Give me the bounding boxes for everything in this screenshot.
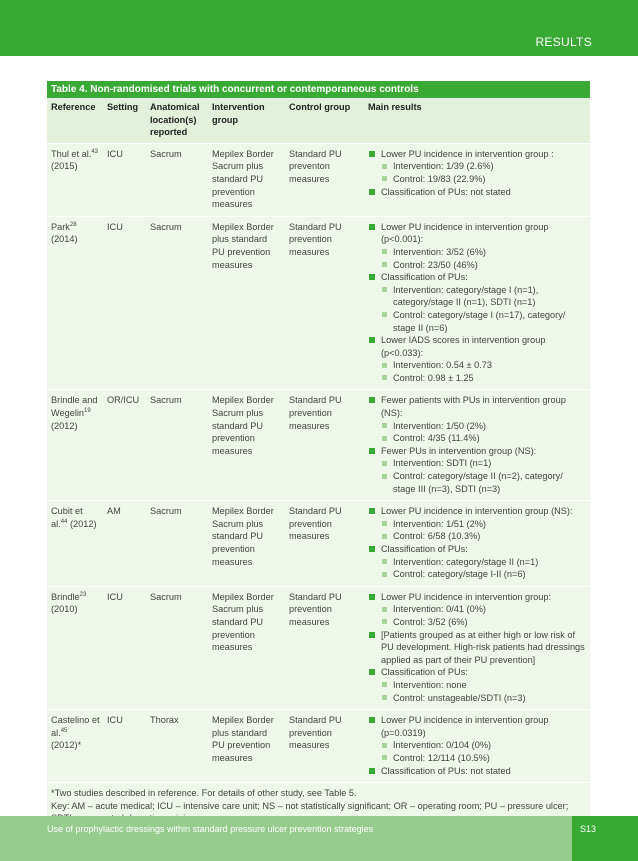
- footnote-studies: *Two studies described in reference. For details of other study, see Table 5.: [51, 788, 357, 799]
- section-label: RESULTS: [535, 35, 592, 49]
- control-cell: Standard PU prevention measures: [285, 586, 364, 709]
- reference-name: Cubit et al.: [51, 506, 83, 529]
- result-text: Lower PU incidence in intervention group :: [381, 148, 554, 159]
- table-row: [47, 710, 590, 782]
- reference-year: (2012)*: [51, 740, 82, 751]
- result-text: Classification of PUs: not stated: [381, 186, 511, 197]
- column-header: Setting: [103, 98, 146, 143]
- result-text: Lower PU incidence in intervention group (NS):: [381, 506, 573, 517]
- intervention-cell: Mepilex Border Sacrum plus standard PU prevention measures: [208, 586, 285, 709]
- reference-name: Brindle: [51, 591, 80, 602]
- footer-band: [0, 816, 638, 861]
- result-subitem: Control: 0.98 ± 1.25: [381, 372, 587, 385]
- intervention-cell: Mepilex Border Sacrum plus standard PU prevention measures: [208, 143, 285, 216]
- result-subitem: Control: category/stage I-II (n=6): [381, 568, 587, 581]
- result-item: [368, 714, 587, 764]
- result-subitem: Intervention: 0/41 (0%): [381, 603, 587, 616]
- reference-citation: 23: [79, 591, 87, 598]
- result-sublist: [381, 679, 587, 704]
- table-header-row: [47, 98, 590, 143]
- result-subitem: Intervention: SDTI (n=1): [381, 457, 587, 470]
- reference-year: (2014): [51, 234, 78, 245]
- column-header: Main results: [364, 98, 590, 143]
- result-sublist: [381, 359, 587, 384]
- reference-cell: [47, 586, 103, 709]
- result-sublist: [381, 284, 587, 334]
- result-item: [368, 221, 587, 271]
- results-cell: [364, 710, 590, 782]
- results-list: [368, 714, 587, 777]
- reference-year: (2015): [51, 161, 78, 172]
- table-row: [47, 586, 590, 709]
- control-cell: Standard PU prevention measures: [285, 216, 364, 390]
- page-number-block: [572, 816, 638, 861]
- result-sublist: [381, 457, 587, 495]
- result-subitem: Control: category/stage II (n=2), category/ stage III (n=3), SDTI (n=3): [381, 470, 587, 495]
- footnote-key: Key: AM – acute medical; ICU – intensive care unit; NS – not statistically significant; OR – operating room; PU – pressure ulcer;: [51, 800, 569, 811]
- table-4: [47, 81, 590, 831]
- trials-table: [47, 98, 590, 782]
- location-cell: Sacrum: [146, 390, 208, 501]
- results-cell: [364, 216, 590, 390]
- results-cell: [364, 390, 590, 501]
- control-cell: Standard PU preventon measures: [285, 143, 364, 216]
- results-list: [368, 148, 587, 198]
- result-subitem: Intervention: 1/50 (2%): [381, 420, 587, 433]
- result-text: [Patients grouped as at either high or low risk of PU development. High-risk patients had dressings applied as part of their PU prevention]: [381, 629, 585, 665]
- table-row: [47, 216, 590, 390]
- result-subitem: Control: 23/50 (46%): [381, 259, 587, 272]
- result-text: Lower PU incidence in intervention group (p=0.0319): [381, 715, 549, 738]
- setting-cell: OR/ICU: [103, 390, 146, 501]
- setting-cell: AM: [103, 501, 146, 587]
- setting-cell: ICU: [103, 143, 146, 216]
- footer-title: Use of prophylactic dressings within standard pressure ulcer prevention strategies: [47, 824, 374, 834]
- result-sublist: [381, 160, 587, 185]
- result-text: Lower IADS scores in intervention group (p<0.033):: [381, 335, 546, 358]
- results-list: [368, 591, 587, 704]
- reference-name: Thul et al.: [51, 148, 92, 159]
- result-subitem: Control: 6/58 (10.3%): [381, 530, 587, 543]
- result-item: [368, 334, 587, 384]
- result-subitem: Intervention: category/stage II (n=1): [381, 556, 587, 569]
- intervention-cell: Mepilex Border Sacrum plus standard PU prevention measures: [208, 501, 285, 587]
- result-subitem: Intervention: 0/104 (0%): [381, 739, 587, 752]
- result-text: Classification of PUs: not stated: [381, 765, 511, 776]
- result-subitem: Control: 4/35 (11.4%): [381, 432, 587, 445]
- location-cell: Sacrum: [146, 501, 208, 587]
- reference-cell: [47, 216, 103, 390]
- reference-citation: 28: [69, 221, 77, 228]
- intervention-cell: Mepilex Border plus standard PU prevention measures: [208, 216, 285, 390]
- results-list: [368, 505, 587, 581]
- table-row: [47, 501, 590, 587]
- result-subitem: Intervention: none: [381, 679, 587, 692]
- table-row: [47, 143, 590, 216]
- result-subitem: Control: 3/52 (6%): [381, 616, 587, 629]
- result-subitem: Control: 19/83 (22.9%): [381, 173, 587, 186]
- result-sublist: [381, 246, 587, 271]
- result-item: [368, 148, 587, 186]
- location-cell: Thorax: [146, 710, 208, 782]
- reference-citation: 44: [60, 518, 68, 525]
- result-sublist: [381, 739, 587, 764]
- result-text: Fewer PUs in intervention group (NS):: [381, 445, 537, 456]
- result-subitem: Intervention: 1/39 (2.6%): [381, 160, 587, 173]
- result-item: [368, 445, 587, 495]
- reference-name: Castelino et al.: [51, 715, 100, 738]
- reference-year: (2012): [69, 518, 97, 529]
- result-subitem: Intervention: 1/51 (2%): [381, 518, 587, 531]
- results-cell: [364, 501, 590, 587]
- column-header: Intervention group: [208, 98, 285, 143]
- reference-citation: 19: [84, 408, 91, 414]
- result-item: [368, 505, 587, 543]
- result-sublist: [381, 420, 587, 445]
- result-item: [368, 186, 587, 199]
- reference-cell: [47, 143, 103, 216]
- result-subitem: Intervention: 3/52 (6%): [381, 246, 587, 259]
- location-cell: Sacrum: [146, 586, 208, 709]
- result-text: Lower PU incidence in intervention group (p<0.001):: [381, 221, 549, 245]
- result-item: [368, 765, 587, 778]
- setting-cell: ICU: [103, 216, 146, 390]
- intervention-cell: Mepilex Border Sacrum plus standard PU prevention measures: [208, 390, 285, 501]
- result-text: Fewer patients with PUs in intervention group (NS):: [381, 395, 566, 419]
- result-subitem: Control: category/stage I (n=17), category/ stage II (n=6): [381, 309, 587, 334]
- result-text: Classification of PUs:: [381, 272, 468, 283]
- column-header: Reference: [47, 98, 103, 143]
- result-item: [368, 271, 587, 334]
- result-text: Classification of PUs:: [381, 544, 468, 554]
- reference-year: (2010): [51, 604, 78, 615]
- reference-citation: 45: [60, 727, 68, 734]
- reference-cell: [47, 710, 103, 782]
- results-cell: [364, 586, 590, 709]
- result-sublist: [381, 556, 587, 581]
- control-cell: Standard PU prevention measures: [285, 390, 364, 501]
- reference-citation: 43: [91, 148, 99, 155]
- reference-cell: [47, 501, 103, 587]
- reference-name: Park: [51, 221, 70, 232]
- result-subitem: Intervention: 0.54 ± 0.73: [381, 359, 587, 372]
- result-sublist: [381, 518, 587, 543]
- table-row: [47, 390, 590, 501]
- results-list: [368, 221, 587, 385]
- page-number: S13: [580, 824, 597, 834]
- result-item: [368, 629, 587, 667]
- result-item: [368, 394, 587, 444]
- result-item: [368, 543, 587, 581]
- results-cell: [364, 143, 590, 216]
- result-item: [368, 666, 587, 704]
- result-text: Classification of PUs:: [381, 667, 468, 678]
- reference-year: (2012): [51, 420, 78, 431]
- column-header: Anatomical location(s) reported: [146, 98, 208, 143]
- reference-name: Brindle and Wegelin: [51, 395, 98, 419]
- table-title: Table 4. Non-randomised trials with concurrent or contemporaneous controls: [47, 81, 590, 98]
- result-text: Lower PU incidence in intervention group:: [381, 591, 552, 602]
- result-sublist: [381, 603, 587, 628]
- result-subitem: Control: unstageable/SDTI (n=3): [381, 692, 587, 705]
- control-cell: Standard PU prevention measures: [285, 710, 364, 782]
- control-cell: Standard PU prevention measures: [285, 501, 364, 587]
- location-cell: Sacrum: [146, 143, 208, 216]
- result-subitem: Control: 12/114 (10.5%): [381, 752, 587, 765]
- reference-cell: [47, 390, 103, 501]
- setting-cell: ICU: [103, 586, 146, 709]
- results-list: [368, 394, 587, 495]
- intervention-cell: Mepilex Border plus standard PU prevention measures: [208, 710, 285, 782]
- result-subitem: Intervention: category/stage I (n=1), category/stage II (n=1), SDTI (n=1): [381, 284, 587, 309]
- column-header: Control group: [285, 98, 364, 143]
- setting-cell: ICU: [103, 710, 146, 782]
- result-item: [368, 591, 587, 629]
- location-cell: Sacrum: [146, 216, 208, 390]
